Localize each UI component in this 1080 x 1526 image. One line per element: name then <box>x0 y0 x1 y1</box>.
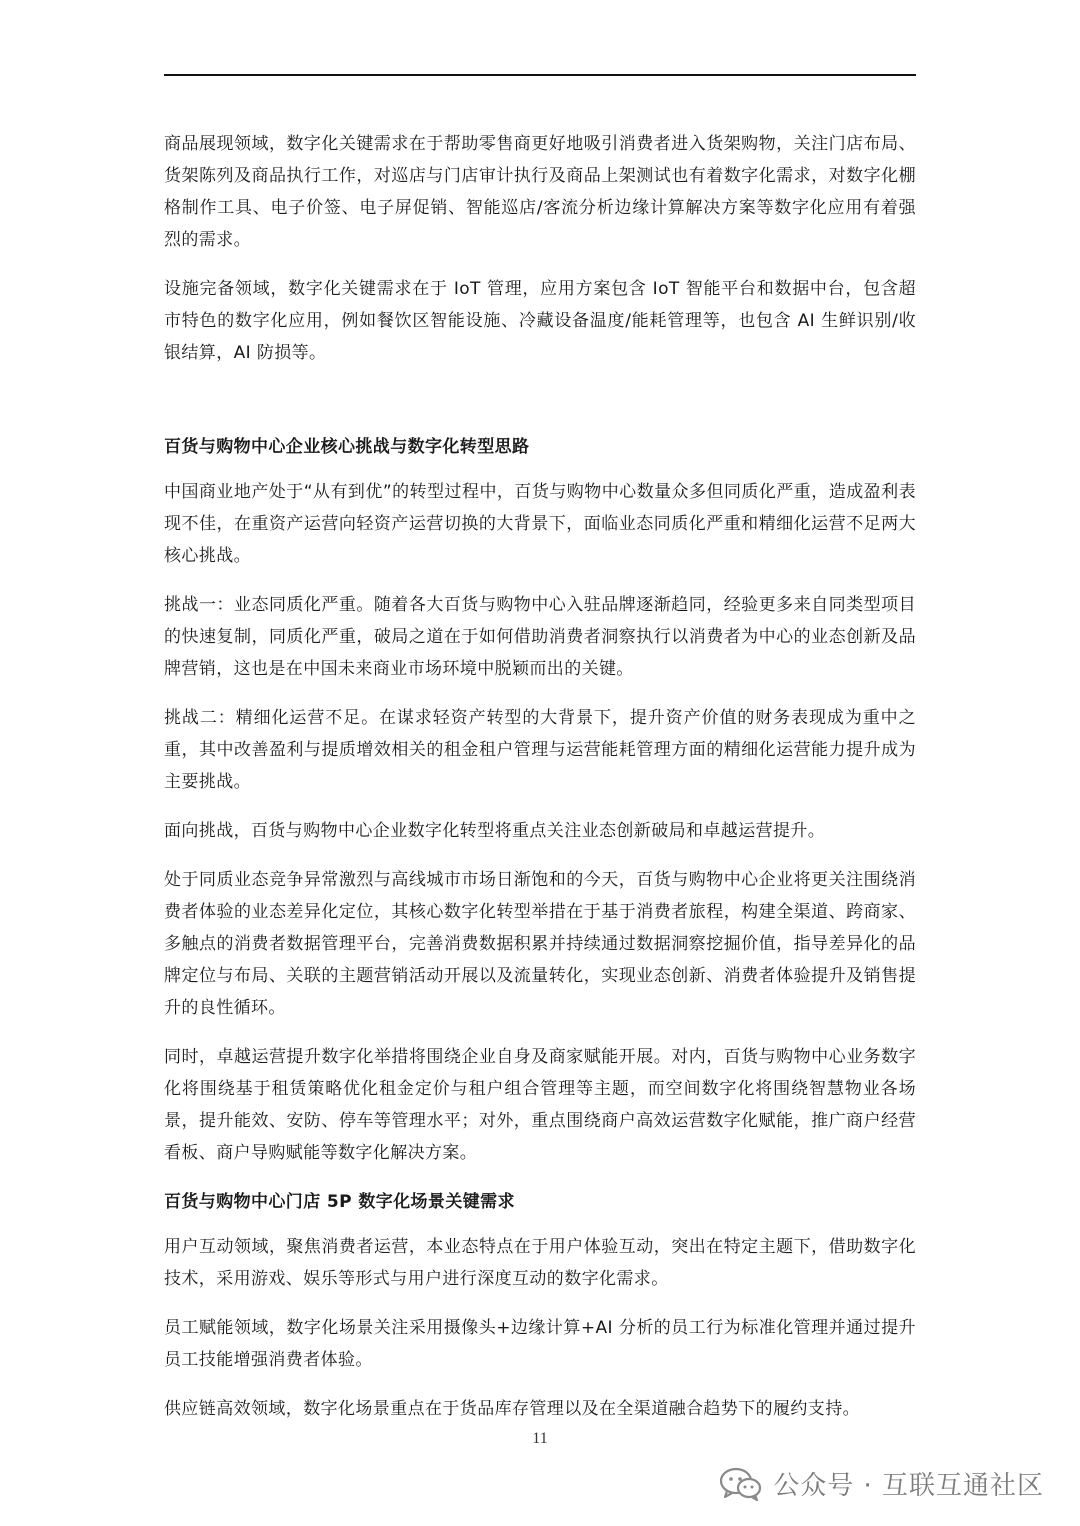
paragraph: 同时，卓越运营提升数字化举措将围绕企业自身及商家赋能开展。对内，百货与购物中心业务数字化将围绕基于租赁策略优化租金定价与租户组合管理等主题，而空间数字化将围绕智慧物业各场景，提升能效、安防、停车等管理水平；对外，重点围绕商户高效运营数字化赋能，推广商户经营看板、商户导购赋能等数字化解决方案。 <box>164 1047 916 1163</box>
header-rule <box>164 74 916 76</box>
paragraph: 中国商业地产处于“从有到优”的转型过程中，百货与购物中心数量众多但同质化严重，造成盈利表现不佳，在重资产运营向轻资产运营切换的大背景下，面临业态同质化严重和精细化运营不足两大核心挑战。 <box>164 482 916 566</box>
paragraph: 挑战一：业态同质化严重。随着各大百货与购物中心入驻品牌逐渐趋同，经验更多来自同类型项目的快速复制，同质化严重，破局之道在于如何借助消费者洞察执行以消费者为中心的业态创新及品牌营销，这也是在中国未来商业市场环境中脱颖而出的关键。 <box>164 595 916 679</box>
paragraph: 商品展现领域，数字化关键需求在于帮助零售商更好地吸引消费者进入货架购物，关注门店布局、货架陈列及商品执行工作，对巡店与门店审计执行及商品上架测试也有着数字化需求，对数字化棚格制作工具、电子价签、电子屏促销、智能巡店/客流分析边缘计算解决方案等数字化应用有着强烈的需求。 <box>164 134 916 250</box>
wechat-icon <box>719 1466 763 1502</box>
paragraph: 面向挑战，百货与购物中心企业数字化转型将重点关注业态创新破局和卓越运营提升。 <box>164 821 826 841</box>
section-gap <box>164 386 916 431</box>
page-body <box>164 128 916 1442</box>
paragraph: 设施完备领域，数字化关键需求在于 IoT 管理，应用方案包含 IoT 智能平台和数据中台，包含超市特色的数字化应用，例如餐饮区智能设施、冷藏设备温度/能耗管理等，也包含 AI 生鲜识别/收银结算，AI 防损等。 <box>164 279 916 363</box>
watermark-text: 公众号 · 互联互通社区 <box>773 1471 1044 1501</box>
paragraph: 挑战二：精细化运营不足。在谋求轻资产转型的大背景下，提升资产价值的财务表现成为重中之重，其中改善盈利与提质增效相关的租金租户管理与运营能耗管理方面的精细化运营能力提升成为主要挑战。 <box>164 708 916 792</box>
paragraph: 用户互动领域，聚焦消费者运营，本业态特点在于用户体验互动，突出在特定主题下，借助数字化技术，采用游戏、娱乐等形式与用户进行深度互动的数字化需求。 <box>164 1237 916 1289</box>
page-number: 11 <box>532 1430 548 1447</box>
paragraph: 员工赋能领域，数字化场景关注采用摄像头+边缘计算+AI 分析的员工行为标准化管理并通过提升员工技能增强消费者体验。 <box>164 1318 916 1370</box>
section-heading: 百货与购物中心企业核心挑战与数字化转型思路 <box>164 437 530 457</box>
paragraph: 处于同质业态竞争异常激烈与高线城市市场日渐饱和的今天，百货与购物中心企业将更关注围绕消费者体验的业态差异化定位，其核心数字化转型举措在于基于消费者旅程，构建全渠道、跨商家、多触点的消费者数据管理平台，完善消费数据积累并持续通过数据洞察挖掘价值，指导差异化的品牌定位与布局、关联的主题营销活动开展以及流量转化，实现业态创新、消费者体验提升及销售提升的良性循环。 <box>164 870 916 1018</box>
paragraph: 供应链高效领域，数字化场景重点在于货品库存管理以及在全渠道融合趋势下的履约支持。 <box>164 1399 860 1419</box>
watermark <box>719 1465 1044 1502</box>
section-heading: 百货与购物中心门店 5P 数字化场景关键需求 <box>164 1192 515 1212</box>
